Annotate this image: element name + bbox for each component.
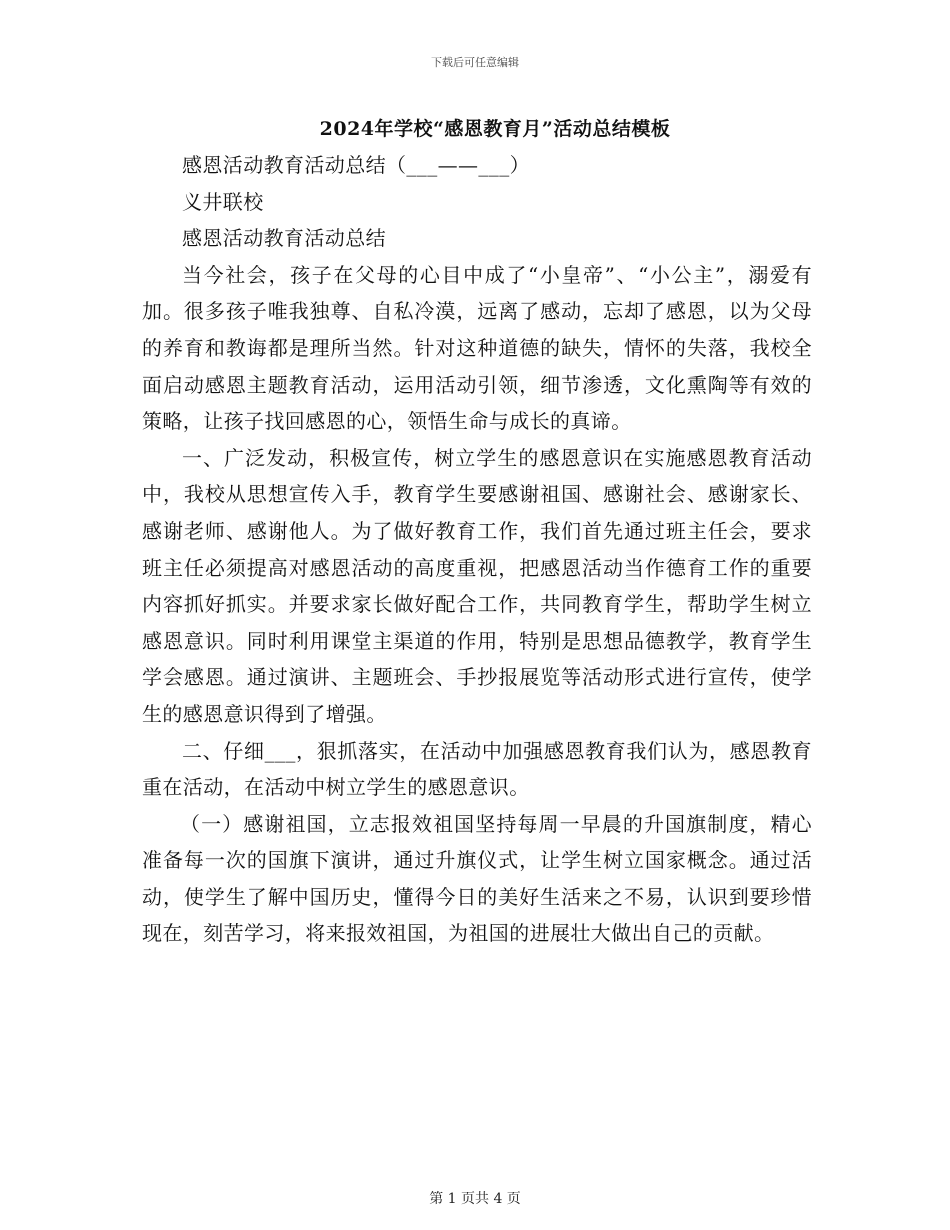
paragraph-heading: 感恩活动教育活动总结: [182, 226, 386, 251]
header-note: 下载后可任意编辑: [431, 56, 519, 69]
paragraph-school: 义井联校: [182, 189, 264, 214]
paragraph-section-2: 二、仔细___，狠抓落实，在活动中加强感恩教育我们认为，感恩教育重在活动，在活动中树立学生的感恩意识。: [142, 738, 812, 800]
document-title: 2024年学校“感恩教育月”活动总结模板: [319, 118, 671, 140]
document-body: [142, 147, 812, 952]
paragraph-intro: 当今社会，孩子在父母的心目中成了“小皇帝”、“小公主”，溺爱有加。很多孩子唯我独尊、自私冷漠，远离了感动，忘却了感恩，以为父母的养育和教诲都是理所当然。针对这种道德的缺失，情怀的失落，我校全面启动感恩主题教育活动，运用活动引领，细节渗透，文化熏陶等有效的策略，让孩子找回感恩的心，领悟生命与成长的真谛。: [142, 262, 812, 434]
paragraph-section-1: 一、广泛发动，积极宣传，树立学生的感恩意识在实施感恩教育活动中，我校从思想宣传入手，教育学生要感谢祖国、感谢社会、感谢家长、感谢老师、感谢他人。为了做好教育工作，我们首先通过班主任会，要求班主任必须提高对感恩活动的高度重视，把感恩活动当作德育工作的重要内容抓好抓实。并要求家长做好配合工作，共同教育学生，帮助学生树立感恩意识。同时利用课堂主渠道的作用，特别是思想品德教学，教育学生学会感恩。通过演讲、主题班会、手抄报展览等活动形式进行宣传，使学生的感恩意识得到了增强。: [142, 445, 812, 726]
paragraph-subsection-1: （一）感谢祖国，立志报效祖国坚持每周一早晨的升国旗制度，精心准备每一次的国旗下演讲，通过升旗仪式，让学生树立国家概念。通过活动，使学生了解中国历史，懂得今日的美好生活来之不易，认识到要珍惜现在，刻苦学习，将来报效祖国，为祖国的进展壮大做出自己的贡献。: [142, 811, 812, 946]
paragraph-subtitle: 感恩活动教育活动总结（___——___）: [182, 153, 530, 177]
page-footer: 第 1 页共 4 页: [429, 1191, 521, 1207]
